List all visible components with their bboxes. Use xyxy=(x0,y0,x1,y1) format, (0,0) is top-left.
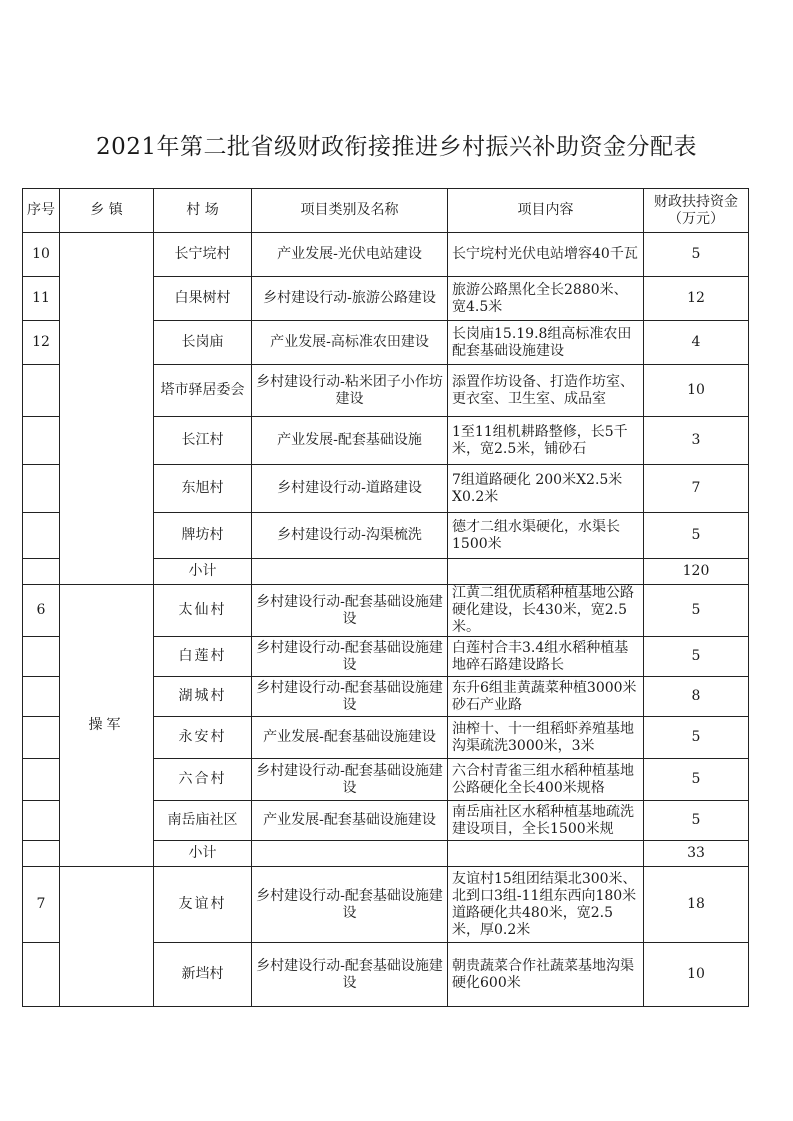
row-funds: 12 xyxy=(644,277,749,321)
row-project: 产业发展-配套基础设施 xyxy=(252,417,448,465)
subtotal-label: 小计 xyxy=(154,841,252,867)
row-content: 油榨十、十一组稻虾养殖基地沟渠疏洗3000米，3米 xyxy=(448,717,644,759)
row-content: 1至11组机耕路整修，长5千米，宽2.5米，铺砂石 xyxy=(448,417,644,465)
row-seq xyxy=(23,717,60,759)
row-project: 乡村建设行动-配套基础设施建设 xyxy=(252,759,448,801)
header-seq: 序号 xyxy=(23,189,60,233)
town-cell: 操军 xyxy=(60,585,154,867)
row-seq xyxy=(23,417,60,465)
table-row xyxy=(23,233,749,277)
row-funds: 5 xyxy=(644,233,749,277)
row-project: 乡村建设行动-粘米团子小作坊建设 xyxy=(252,365,448,417)
row-funds: 5 xyxy=(644,717,749,759)
row-seq xyxy=(23,365,60,417)
subtotal-content xyxy=(448,559,644,585)
row-seq xyxy=(23,513,60,559)
row-funds: 10 xyxy=(644,943,749,1007)
row-project: 乡村建设行动-沟渠梳洗 xyxy=(252,513,448,559)
row-seq xyxy=(23,801,60,841)
row-seq xyxy=(23,465,60,513)
row-project: 乡村建设行动-旅游公路建设 xyxy=(252,277,448,321)
row-project: 产业发展-光伏电站建设 xyxy=(252,233,448,277)
row-funds: 18 xyxy=(644,867,749,943)
allocation-table xyxy=(22,188,749,1007)
row-project: 产业发展-配套基础设施建设 xyxy=(252,717,448,759)
row-content: 友谊村15组团结渠北300米、北到口3组-11组东西向180米道路硬化共480米，宽2.5米，厚0.2米 xyxy=(448,867,644,943)
subtotal-project xyxy=(252,559,448,585)
header-row xyxy=(23,189,749,233)
subtotal-funds: 120 xyxy=(644,559,749,585)
row-content: 添置作坊设备、打造作坊室、更衣室、卫生室、成品室 xyxy=(448,365,644,417)
row-content: 7组道路硬化 200米X2.5米X0.2米 xyxy=(448,465,644,513)
row-seq: 12 xyxy=(23,321,60,365)
row-funds: 8 xyxy=(644,677,749,717)
row-village: 东旭村 xyxy=(154,465,252,513)
row-seq: 7 xyxy=(23,867,60,943)
row-content: 长岗庙15.19.8组高标准农田配套基础设施建设 xyxy=(448,321,644,365)
row-content: 江黄二组优质稻种植基地公路硬化建设，长430米，宽2.5米。 xyxy=(448,585,644,637)
table-row xyxy=(23,867,749,943)
row-funds: 5 xyxy=(644,637,749,677)
row-seq: 11 xyxy=(23,277,60,321)
row-village: 长宁垸村 xyxy=(154,233,252,277)
header-content: 项目内容 xyxy=(448,189,644,233)
subtotal-seq xyxy=(23,841,60,867)
row-project: 乡村建设行动-配套基础设施建设 xyxy=(252,637,448,677)
row-funds: 4 xyxy=(644,321,749,365)
row-funds: 7 xyxy=(644,465,749,513)
row-village: 长岗庙 xyxy=(154,321,252,365)
row-village: 新垱村 xyxy=(154,943,252,1007)
table-row xyxy=(23,585,749,637)
town-cell xyxy=(60,233,154,585)
row-seq: 10 xyxy=(23,233,60,277)
row-village: 牌坊村 xyxy=(154,513,252,559)
subtotal-project xyxy=(252,841,448,867)
row-village: 长江村 xyxy=(154,417,252,465)
row-content: 六合村青雀三组水稻种植基地公路硬化全长400米规格 xyxy=(448,759,644,801)
row-seq: 6 xyxy=(23,585,60,637)
subtotal-seq xyxy=(23,559,60,585)
header-funds: 财政扶持资金（万元） xyxy=(644,189,749,233)
row-seq xyxy=(23,943,60,1007)
row-project: 产业发展-配套基础设施建设 xyxy=(252,801,448,841)
header-project: 项目类别及名称 xyxy=(252,189,448,233)
row-village: 塔市驿居委会 xyxy=(154,365,252,417)
row-funds: 10 xyxy=(644,365,749,417)
subtotal-content xyxy=(448,841,644,867)
row-funds: 5 xyxy=(644,801,749,841)
row-village: 友谊村 xyxy=(154,867,252,943)
row-content: 长宁垸村光伏电站增容40千瓦 xyxy=(448,233,644,277)
row-village: 太仙村 xyxy=(154,585,252,637)
row-funds: 5 xyxy=(644,759,749,801)
town-cell xyxy=(60,867,154,1007)
row-project: 乡村建设行动-配套基础设施建设 xyxy=(252,943,448,1007)
row-project: 产业发展-高标准农田建设 xyxy=(252,321,448,365)
row-village: 六合村 xyxy=(154,759,252,801)
row-funds: 5 xyxy=(644,513,749,559)
row-village: 南岳庙社区 xyxy=(154,801,252,841)
header-village: 村 场 xyxy=(154,189,252,233)
row-content: 旅游公路黑化全长2880米、宽4.5米 xyxy=(448,277,644,321)
header-town: 乡 镇 xyxy=(60,189,154,233)
row-content: 德才二组水渠硬化，水渠长1500米 xyxy=(448,513,644,559)
row-funds: 5 xyxy=(644,585,749,637)
row-content: 白莲村合丰3.4组水稻种植基地碎石路建设路长 xyxy=(448,637,644,677)
row-village: 湖城村 xyxy=(154,677,252,717)
row-seq xyxy=(23,759,60,801)
row-village: 白莲村 xyxy=(154,637,252,677)
row-content: 东升6组韭黄蔬菜种植3000米砂石产业路 xyxy=(448,677,644,717)
row-seq xyxy=(23,677,60,717)
row-project: 乡村建设行动-配套基础设施建设 xyxy=(252,867,448,943)
row-village: 永安村 xyxy=(154,717,252,759)
row-project: 乡村建设行动-道路建设 xyxy=(252,465,448,513)
row-seq xyxy=(23,637,60,677)
row-project: 乡村建设行动-配套基础设施建设 xyxy=(252,585,448,637)
row-content: 南岳庙社区水稻种植基地疏洗建设项目，全长1500米规 xyxy=(448,801,644,841)
subtotal-funds: 33 xyxy=(644,841,749,867)
row-content: 朝贵蔬菜合作社蔬菜基地沟渠硬化600米 xyxy=(448,943,644,1007)
row-funds: 3 xyxy=(644,417,749,465)
row-project: 乡村建设行动-配套基础设施建设 xyxy=(252,677,448,717)
subtotal-label: 小计 xyxy=(154,559,252,585)
document-title: 2021年第二批省级财政衔接推进乡村振兴补助资金分配表 xyxy=(95,134,698,160)
row-village: 白果树村 xyxy=(154,277,252,321)
